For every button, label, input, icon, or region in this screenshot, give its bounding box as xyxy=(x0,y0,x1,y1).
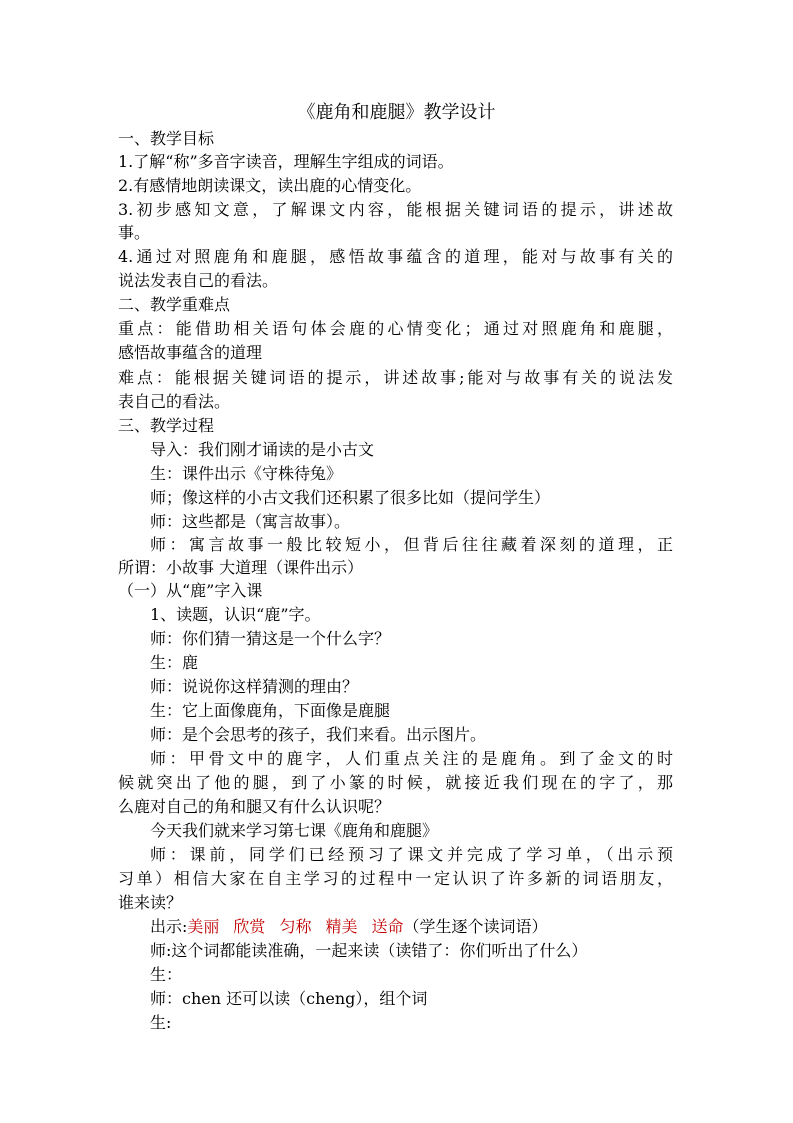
section-heading-process: 三、教学过程 xyxy=(118,416,215,435)
dialogue-line: 师：chen 还可以读（cheng），组个词 xyxy=(150,989,428,1008)
dialogue-line: 师：课前，同学们已经预习了课文并完成了学习单，（出示预 xyxy=(150,845,673,864)
process-line: 师：寓言故事一般比较短小，但背后往往藏着深刻的道理，正 xyxy=(150,535,673,554)
goal-1: 1.了解“称”多音字读音，理解生字组成的词语。 xyxy=(118,152,454,171)
difficulty-line-1: 难点：能根据关键词语的提示，讲述故事;能对与故事有关的说法发 xyxy=(118,368,673,387)
section-heading-key-points: 二、教学重难点 xyxy=(118,295,231,314)
key-point-line-1: 重点：能借助相关语句体会鹿的心情变化；通过对照鹿角和鹿腿， xyxy=(118,319,673,338)
vocabulary-word: 送命 xyxy=(371,917,404,936)
section-heading-goals: 一、教学目标 xyxy=(118,129,215,148)
dialogue-line: 生： xyxy=(150,965,183,984)
dialogue-line: 生: xyxy=(150,1013,172,1032)
dialogue-line: 师：是个会思考的孩子，我们来看。出示图片。 xyxy=(150,725,487,744)
difficulty-line-2: 表自己的看法。 xyxy=(118,392,231,411)
goal-4-line-1: 4.通过对照鹿角和鹿腿，感悟故事蕴含的道理，能对与故事有关的 xyxy=(118,247,673,266)
vocabulary-word: 美丽 xyxy=(187,917,220,936)
dialogue-line: 么鹿对自己的角和腿又有什么认识呢？ xyxy=(118,797,391,816)
dialogue-line: 谁来读？ xyxy=(118,893,183,912)
key-point-line-2: 感悟故事蕴含的道理 xyxy=(118,343,263,362)
dialogue-line: 1、读题，认识“鹿”字。 xyxy=(150,605,321,624)
document-title: 《鹿角和鹿腿》教学设计 xyxy=(297,102,496,123)
dialogue-line: 今天我们就来学习第七课《鹿角和鹿腿》 xyxy=(150,821,439,840)
process-line: 所谓：小故事 大道理（课件出示） xyxy=(118,558,364,577)
vocabulary-word: 精美 xyxy=(325,917,358,936)
process-line: 生：课件出示《守株待兔》 xyxy=(150,464,343,483)
process-line: 师；像这样的小古文我们还积累了很多比如（提问学生） xyxy=(150,488,551,507)
goal-2: 2.有感情地朗读课文，读出鹿的心情变化。 xyxy=(118,176,422,195)
goal-3-line-2: 事。 xyxy=(118,223,151,242)
dialogue-line: 师:这个词都能读准确，一起来读（读错了：你们听出了什么） xyxy=(150,941,588,960)
dialogue-line: 师：你们猜一猜这是一个什么字？ xyxy=(150,629,391,648)
vocabulary-prefix: 出示: xyxy=(150,917,188,936)
vocabulary-word: 欣赏 xyxy=(233,917,266,936)
dialogue-line: 师：甲骨文中的鹿字，人们重点关注的是鹿角。到了金文的时 xyxy=(150,749,673,768)
dialogue-line: 习单）相信大家在自主学习的过程中一定认识了许多新的词语朋友， xyxy=(118,869,673,888)
process-line: 导入：我们刚才诵读的是小古文 xyxy=(150,440,375,459)
dialogue-line: 候就突出了他的腿，到了小篆的时候，就接近我们现在的字了，那 xyxy=(118,773,673,792)
process-line: 师：这些都是（寓言故事）。 xyxy=(150,512,351,531)
goal-4-line-2: 说法发表自己的看法。 xyxy=(118,271,279,290)
vocabulary-word: 匀称 xyxy=(279,917,312,936)
dialogue-line: 生：鹿 xyxy=(150,653,199,672)
vocabulary-suffix: （学生逐个读词语） xyxy=(403,917,548,936)
goal-3-line-1: 3.初步感知文意，了解课文内容，能根据关键词语的提示，讲述故 xyxy=(118,200,673,219)
dialogue-line: 生：它上面像鹿角，下面像是鹿腿 xyxy=(150,701,391,720)
dialogue-line: 师：说说你这样猜测的理由？ xyxy=(150,677,359,696)
subsection-heading: （一）从“鹿”字入课 xyxy=(118,581,263,600)
vocabulary-line xyxy=(150,916,710,938)
